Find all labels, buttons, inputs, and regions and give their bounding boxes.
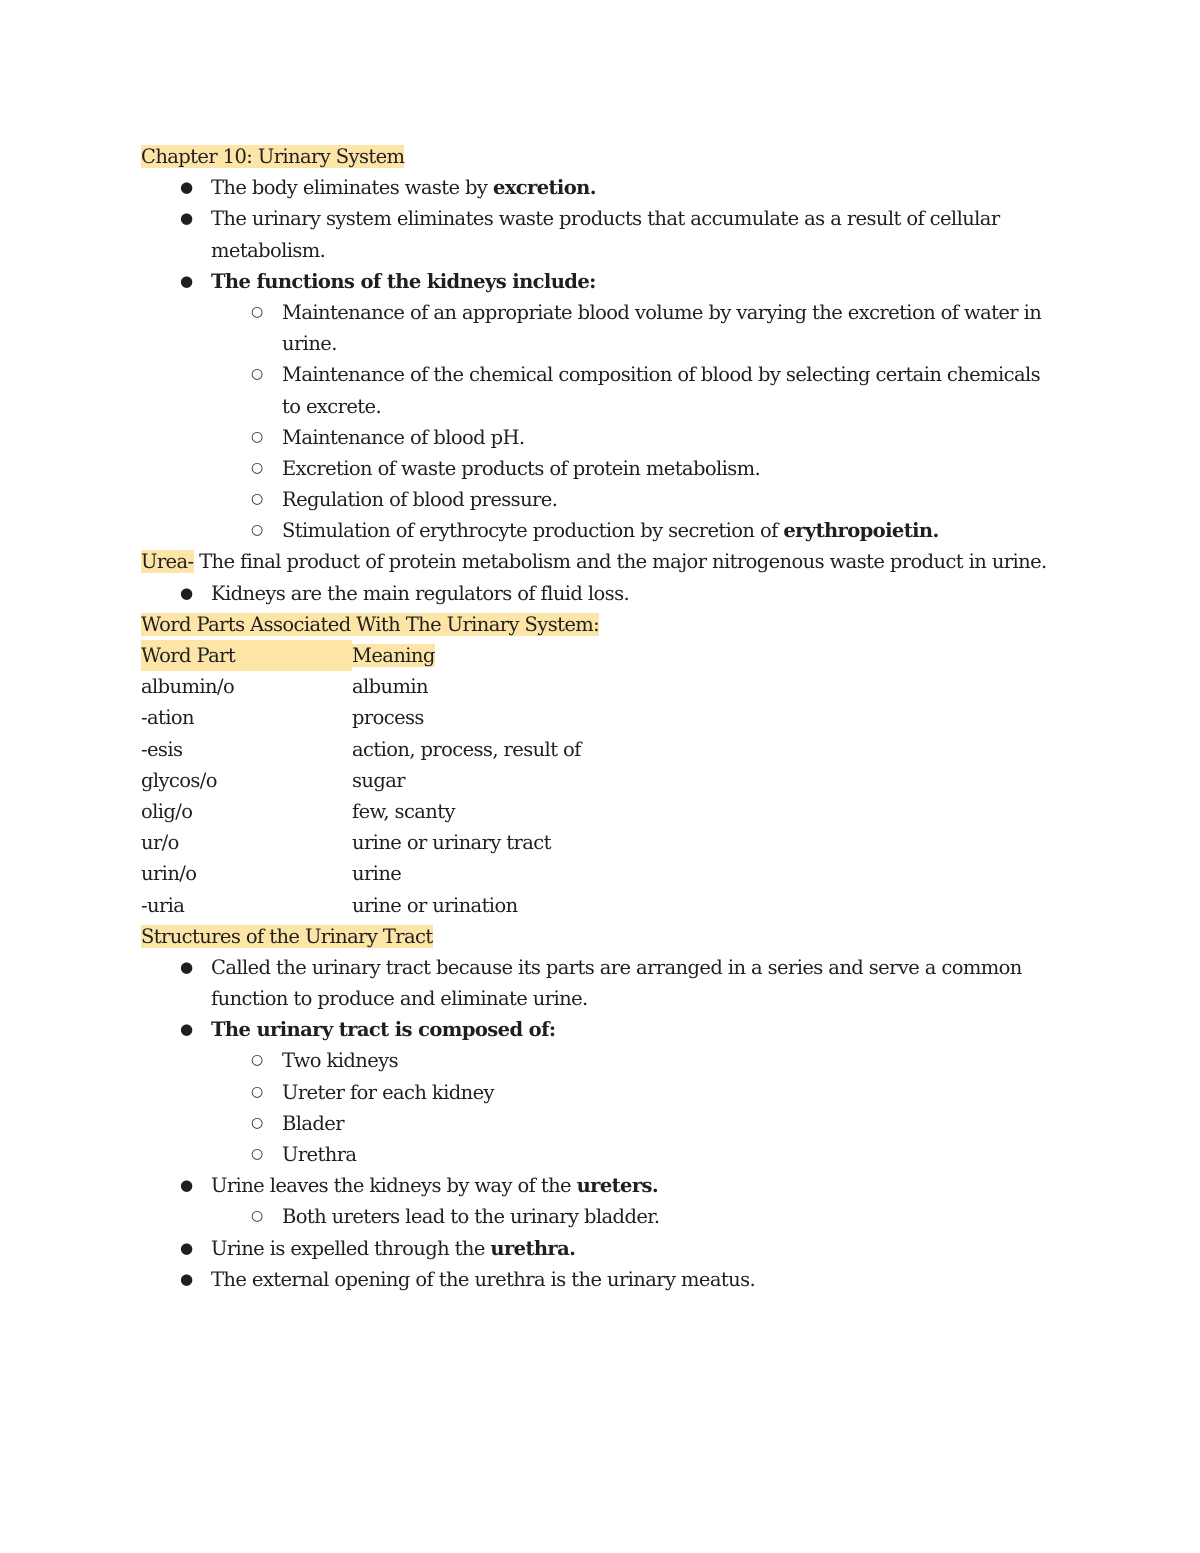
document-body (141, 141, 1066, 1295)
meaning: few, scanty (352, 799, 455, 823)
word-part: olig/o (141, 799, 193, 823)
table-row (141, 796, 1066, 827)
hollow-bullet-icon: ○ (251, 366, 263, 383)
list-item: ● Urine leaves the kidneys by way of the ureters. (141, 1170, 1066, 1201)
sub-list-item: ○ Excretion of waste products of protein metabolism. (141, 453, 1066, 484)
bullet-icon: ● (180, 178, 193, 197)
list-item-continuation: function to produce and eliminate urine. (211, 987, 588, 1011)
bullet-icon: ● (180, 209, 193, 228)
word-parts-heading: Word Parts Associated With The Urinary System: (141, 612, 600, 636)
sub-list-item: ○ Two kidneys (141, 1045, 1066, 1076)
hollow-bullet-icon: ○ (251, 1146, 263, 1162)
table-row (141, 671, 1066, 702)
sub-list-item: ○ Both ureters lead to the urinary bladder. (141, 1201, 1066, 1232)
sub-list-item: ○ Maintenance of the chemical composition of blood by selecting certain chemicals (141, 359, 1066, 390)
sub-list-item: ○ Blader (141, 1108, 1066, 1139)
structures-heading-line (141, 921, 1066, 952)
hollow-bullet-icon: ○ (251, 1114, 263, 1131)
bullet-icon: ● (180, 583, 193, 602)
word-part: -esis (141, 737, 183, 761)
list-item: ● Called the urinary tract because its parts are arranged in a series and serve a common (141, 952, 1066, 983)
bullet-icon: ● (180, 1238, 193, 1257)
hollow-bullet-icon: ○ (251, 303, 263, 320)
meaning: urine (352, 862, 402, 886)
list-item: ● The external opening of the urethra is the urinary meatus. (141, 1264, 1066, 1295)
sub-list-item: ○ Stimulation of erythrocyte production by secretion of erythropoietin. (141, 515, 1066, 546)
hollow-bullet-icon: ○ (251, 1083, 263, 1100)
table-row (141, 858, 1066, 889)
meaning: albumin (352, 675, 428, 699)
word-part: -uria (141, 893, 185, 917)
sub-list-item: ○ Ureter for each kidney (141, 1077, 1066, 1108)
urea-definition: Urea- The final product of protein metabolism and the major nitrogenous waste product in urine. (141, 550, 1047, 574)
sub-list-item: ○ Maintenance of an appropriate blood volume by varying the excretion of water in (141, 297, 1066, 328)
bullet-icon: ● (180, 957, 193, 976)
word-part: ur/o (141, 831, 179, 855)
word-part: albumin/o (141, 675, 235, 699)
hollow-bullet-icon: ○ (251, 1208, 263, 1225)
sub-list-item: ○ Regulation of blood pressure. (141, 484, 1066, 515)
meaning: process (352, 706, 424, 730)
urea-term: Urea- (141, 550, 194, 574)
sub-list-item-continuation: urine. (282, 332, 337, 356)
word-part: glycos/o (141, 768, 217, 792)
sub-list-item-continuation: to excrete. (282, 394, 382, 418)
list-item: ● The urinary tract is composed of: (141, 1014, 1066, 1045)
hollow-bullet-icon: ○ (251, 459, 263, 476)
bullet-icon: ● (180, 1020, 193, 1039)
list-item: ● Urine is expelled through the urethra. (141, 1233, 1066, 1264)
table-row (141, 765, 1066, 796)
bullet-icon: ● (180, 1269, 193, 1288)
table-row (141, 702, 1066, 733)
table-row (141, 734, 1066, 765)
word-part: urin/o (141, 862, 197, 886)
list-item: ● Kidneys are the main regulators of fluid loss. (141, 578, 1066, 609)
chapter-heading-line (141, 141, 1066, 172)
list-item: ● The urinary system eliminates waste products that accumulate as a result of cellular (141, 203, 1066, 234)
word-parts-table-header (141, 640, 1066, 671)
hollow-bullet-icon: ○ (251, 1052, 263, 1069)
word-parts-heading-line (141, 609, 1066, 640)
meaning: urine or urination (352, 893, 518, 917)
list-item: ● The body eliminates waste by excretion. (141, 172, 1066, 203)
table-row (141, 890, 1066, 921)
list-item: ● The functions of the kidneys include: (141, 266, 1066, 297)
meaning: urine or urinary tract (352, 831, 551, 855)
sub-list-item: ○ Maintenance of blood pH. (141, 422, 1066, 453)
header-word-part: Word Part (141, 640, 352, 671)
table-row (141, 827, 1066, 858)
header-meaning: Meaning (352, 644, 435, 667)
list-item-continuation: metabolism. (211, 238, 326, 262)
hollow-bullet-icon: ○ (251, 522, 263, 539)
hollow-bullet-icon: ○ (251, 428, 263, 445)
word-part: -ation (141, 706, 194, 730)
chapter-heading: Chapter 10: Urinary System (141, 145, 405, 168)
hollow-bullet-icon: ○ (251, 491, 263, 508)
bullet-icon: ● (180, 271, 193, 290)
sub-list-item: ○ Urethra (141, 1139, 1066, 1170)
meaning: action, process, result of (352, 737, 581, 761)
meaning: sugar (352, 768, 405, 792)
bullet-icon: ● (180, 1176, 193, 1195)
structures-heading: Structures of the Urinary Tract (141, 924, 433, 948)
